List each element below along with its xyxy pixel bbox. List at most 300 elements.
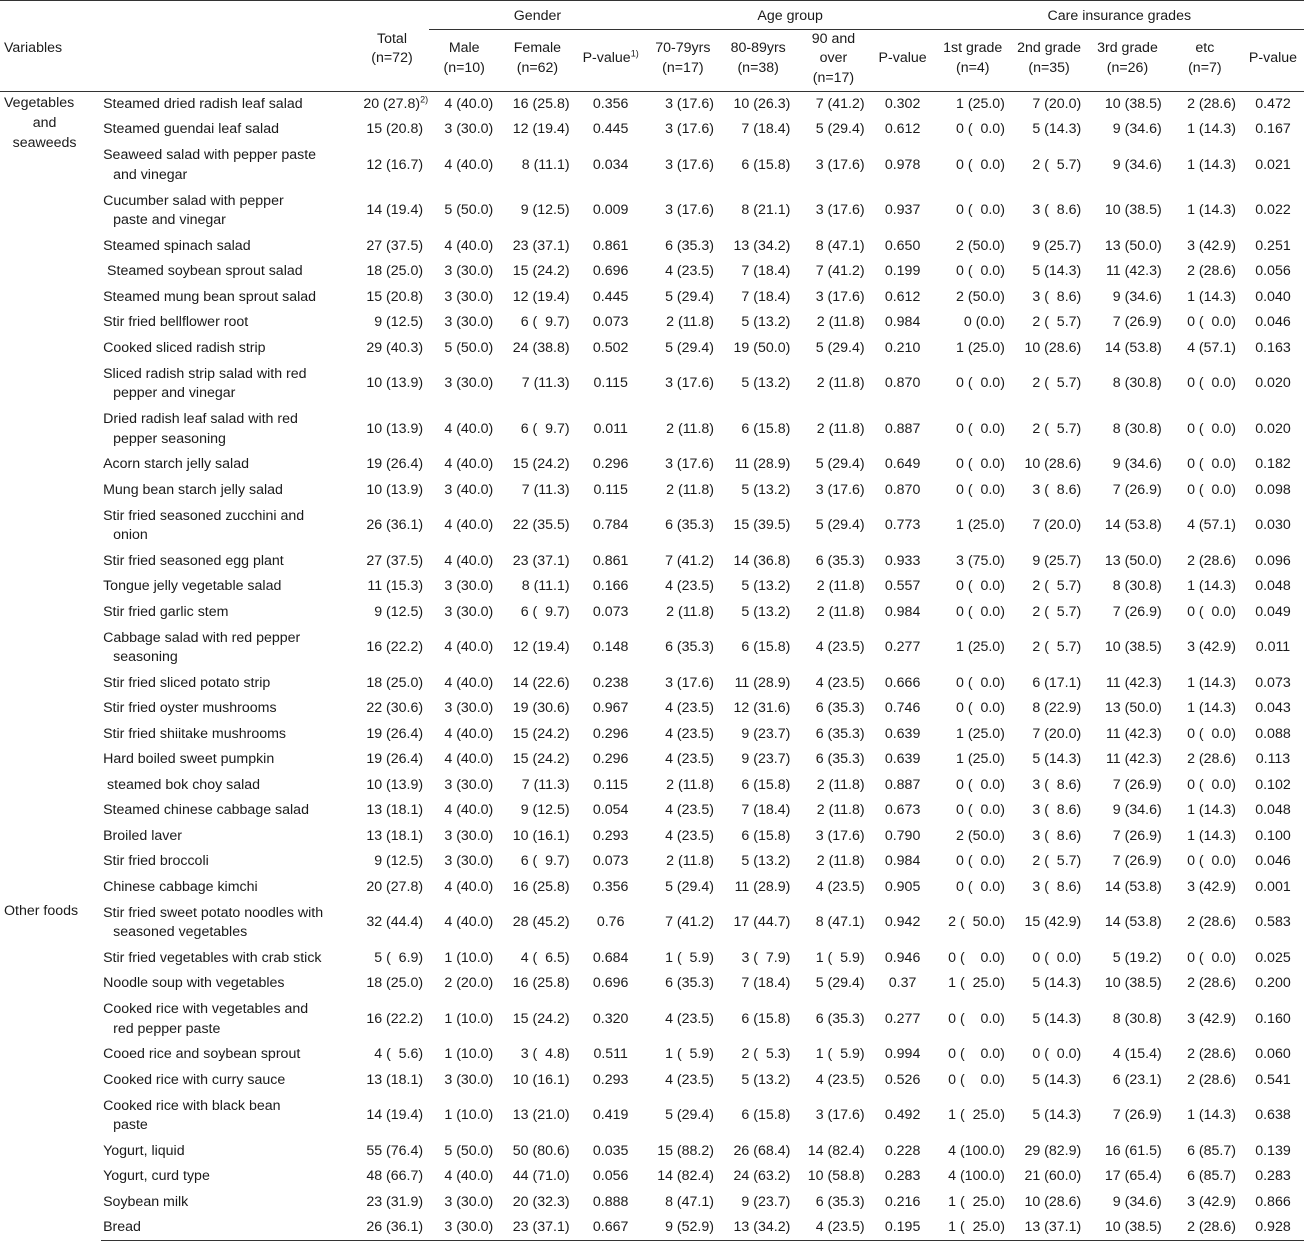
cell-total	[355, 671, 429, 697]
cell-pvalue-gender-value: 0.054	[592, 802, 629, 819]
cell-age-70-79	[646, 310, 720, 336]
cell-grade-2-value: 3 ( 8.6)	[1032, 802, 1082, 819]
cell-pvalue-age-value: 0.673	[884, 802, 921, 819]
cell-age-80-89-value: 6 (15.8)	[741, 156, 791, 173]
food-name	[101, 188, 355, 234]
cell-age-80-89-value: 6 (15.8)	[741, 776, 791, 793]
cell-age-90-over-value: 6 (35.3)	[815, 700, 865, 717]
cell-age-90-over	[796, 336, 870, 362]
table-row	[0, 503, 1304, 549]
cell-pvalue-care	[1242, 549, 1304, 575]
header-pvalue-care: P-value	[1248, 50, 1298, 67]
header-total	[355, 1, 429, 92]
cell-pvalue-care	[1242, 798, 1304, 824]
cell-female	[499, 1068, 575, 1094]
cell-pvalue-care-value: 0.541	[1255, 1071, 1291, 1088]
cell-male	[429, 285, 499, 311]
cell-pvalue-gender-value: 0.696	[592, 263, 629, 280]
cell-total	[355, 1215, 429, 1241]
category-line: seaweeds	[12, 134, 77, 151]
cell-grade-3	[1087, 875, 1167, 901]
cell-age-70-79-value: 4 (23.5)	[665, 827, 714, 844]
food-name-line: Steamed guendai leaf salad	[103, 121, 279, 138]
cell-age-70-79	[646, 1190, 720, 1216]
cell-age-90-over-value: 6 (35.3)	[815, 552, 865, 569]
cell-total	[355, 234, 429, 260]
cell-female	[499, 503, 575, 549]
cell-grade-3-value: 14 (53.8)	[1104, 517, 1162, 534]
cell-age-90-over	[796, 1190, 870, 1216]
cell-grade-2	[1011, 946, 1087, 972]
cell-age-70-79	[646, 1068, 720, 1094]
cell-pvalue-gender	[576, 574, 646, 600]
cell-total	[355, 946, 429, 972]
cell-age-90-over	[796, 600, 870, 626]
cell-grade-2-value: 10 (28.6)	[1024, 456, 1082, 473]
cell-total	[355, 747, 429, 773]
cell-grade-etc-value: 3 (42.9)	[1187, 1193, 1236, 1210]
cell-pvalue-care-value: 0.021	[1255, 156, 1291, 173]
cell-grade-3-value: 7 (26.9)	[1112, 827, 1162, 844]
cell-male-value: 3 (30.0)	[444, 121, 494, 138]
cell-pvalue-gender-value: 0.293	[592, 827, 629, 844]
cell-pvalue-age-value: 0.905	[884, 878, 921, 895]
cell-grade-etc-value: 6 (85.7)	[1187, 1142, 1236, 1159]
food-name-line-continued: and vinegar	[113, 166, 188, 183]
cell-grade-3-value: 11 (42.3)	[1105, 263, 1162, 280]
cell-grade-2	[1011, 671, 1087, 697]
cell-pvalue-gender-value: 0.115	[593, 776, 628, 793]
cell-pvalue-age	[871, 1042, 935, 1068]
cell-grade-etc	[1168, 1164, 1242, 1190]
food-name	[101, 478, 355, 504]
cell-grade-3-value: 8 (30.8)	[1112, 375, 1162, 392]
cell-age-80-89-value: 12 (31.6)	[733, 700, 791, 717]
cell-age-90-over	[796, 1093, 870, 1139]
cell-grade-2-value: 8 (22.9)	[1032, 700, 1082, 717]
cell-age-70-79	[646, 1139, 720, 1165]
cell-age-80-89-value: 5 (13.2)	[741, 481, 791, 498]
cell-pvalue-gender	[576, 1190, 646, 1216]
cell-pvalue-gender	[576, 824, 646, 850]
cell-grade-1	[935, 1042, 1011, 1068]
cell-grade-3-value: 10 (38.5)	[1104, 975, 1162, 992]
cell-pvalue-care	[1242, 310, 1304, 336]
cell-grade-etc-value: 1 (14.3)	[1187, 674, 1236, 691]
cell-pvalue-age-value: 0.790	[884, 827, 921, 844]
cell-age-70-79-value: 3 (17.6)	[665, 156, 714, 173]
header-grade-1: 1st grade (n=4)	[943, 40, 1003, 76]
table-row	[0, 1068, 1304, 1094]
cell-age-70-79	[646, 875, 720, 901]
cell-total	[355, 1190, 429, 1216]
cell-grade-2-value: 0 ( 0.0)	[1032, 1046, 1082, 1063]
cell-total	[355, 696, 429, 722]
cell-grade-1-value: 2 (50.0)	[956, 827, 1005, 844]
cell-male-value: 4 (40.0)	[444, 914, 494, 931]
cell-pvalue-care-value: 0.139	[1255, 1142, 1291, 1159]
cell-pvalue-care-value: 0.046	[1255, 314, 1291, 331]
cell-grade-2-value: 21 (60.0)	[1024, 1168, 1082, 1185]
cell-pvalue-gender-value: 0.073	[592, 603, 629, 620]
cell-female	[499, 407, 575, 453]
cell-total-value: 18 (25.0)	[366, 975, 424, 992]
cell-grade-2-value: 2 ( 5.7)	[1032, 639, 1082, 656]
cell-grade-etc	[1168, 503, 1242, 549]
header-pvalue-age: P-value	[878, 50, 927, 67]
cell-grade-3-value: 7 (26.9)	[1112, 314, 1162, 331]
food-name	[101, 310, 355, 336]
cell-age-70-79	[646, 600, 720, 626]
cell-male-value: 4 (40.0)	[444, 725, 494, 742]
table-row	[0, 696, 1304, 722]
cell-pvalue-age-value: 0.870	[884, 481, 921, 498]
cell-male	[429, 574, 499, 600]
cell-grade-1	[935, 310, 1011, 336]
cell-age-70-79	[646, 900, 720, 946]
cell-pvalue-care-value: 0.043	[1255, 700, 1291, 717]
cell-grade-3	[1087, 452, 1167, 478]
cell-male	[429, 671, 499, 697]
food-name	[101, 773, 355, 799]
cell-grade-3	[1087, 1042, 1167, 1068]
header-age-90-over: 90 and over (n=17)	[811, 30, 856, 86]
cell-age-70-79	[646, 1215, 720, 1241]
cell-grade-2-value: 7 (20.0)	[1032, 725, 1082, 742]
food-name	[101, 1164, 355, 1190]
cell-total	[355, 549, 429, 575]
food-name	[101, 503, 355, 549]
cell-pvalue-care-value: 0.060	[1255, 1046, 1291, 1063]
food-name	[101, 798, 355, 824]
cell-grade-1-value: 1 (25.0)	[956, 639, 1005, 656]
cell-age-90-over-value: 2 (11.8)	[816, 578, 865, 595]
cell-age-80-89	[720, 900, 796, 946]
cell-pvalue-age-value: 0.195	[884, 1219, 921, 1236]
cell-total	[355, 259, 429, 285]
cell-grade-2-value: 5 (14.3)	[1032, 1107, 1082, 1124]
cell-grade-1-value: 0 ( 0.0)	[956, 776, 1005, 793]
cell-female	[499, 696, 575, 722]
cell-total-value: 48 (66.7)	[366, 1168, 424, 1185]
cell-male	[429, 722, 499, 748]
cell-pvalue-gender-value: 0.445	[592, 288, 629, 305]
cell-total-value: 5 ( 6.9)	[374, 949, 424, 966]
cell-pvalue-age	[871, 92, 935, 118]
cell-grade-1	[935, 336, 1011, 362]
food-name	[101, 549, 355, 575]
header-grade-2: 2nd grade (n=35)	[1017, 40, 1082, 76]
cell-pvalue-care	[1242, 285, 1304, 311]
food-name	[101, 971, 355, 997]
cell-male-value: 3 (30.0)	[444, 1193, 494, 1210]
cell-total	[355, 478, 429, 504]
cell-pvalue-care-value: 0.163	[1255, 339, 1291, 356]
cell-age-80-89-value: 6 (15.8)	[741, 420, 791, 437]
cell-age-80-89-value: 5 (13.2)	[741, 1071, 791, 1088]
cell-female-value: 15 (24.2)	[512, 1010, 570, 1027]
table-row	[0, 997, 1304, 1043]
cell-grade-1-value: 1 ( 25.0)	[948, 1193, 1005, 1210]
cell-pvalue-gender-value: 0.296	[592, 751, 629, 768]
cell-grade-2	[1011, 549, 1087, 575]
cell-pvalue-gender-value: 0.296	[592, 456, 629, 473]
cell-age-90-over	[796, 188, 870, 234]
cell-age-80-89	[720, 1190, 796, 1216]
cell-female	[499, 234, 575, 260]
cell-pvalue-gender	[576, 773, 646, 799]
cell-age-70-79-value: 15 (88.2)	[657, 1142, 714, 1159]
cell-pvalue-age-value: 0.666	[884, 674, 921, 691]
cell-total-value: 14 (19.4)	[366, 1107, 424, 1124]
cell-age-90-over-value: 6 (35.3)	[815, 1010, 865, 1027]
cell-age-70-79-value: 6 (35.3)	[665, 517, 714, 534]
cell-age-80-89	[720, 452, 796, 478]
cell-grade-2	[1011, 92, 1087, 118]
cell-pvalue-care-value: 0.638	[1255, 1107, 1291, 1124]
cell-pvalue-care	[1242, 117, 1304, 143]
cell-grade-1-value: 1 (25.0)	[956, 339, 1005, 356]
food-name-line: Cooked rice with black bean	[103, 1097, 281, 1114]
food-name-line: Yogurt, curd type	[103, 1168, 210, 1185]
cell-pvalue-age	[871, 1068, 935, 1094]
cell-pvalue-gender	[576, 452, 646, 478]
cell-age-90-over-value: 5 (29.4)	[815, 517, 865, 534]
cell-age-90-over-value: 4 (23.5)	[815, 1219, 865, 1236]
cell-grade-1-value: 1 ( 25.0)	[948, 1219, 1005, 1236]
cell-age-70-79	[646, 117, 720, 143]
cell-female	[499, 336, 575, 362]
cell-grade-1	[935, 773, 1011, 799]
cell-female-value: 16 (25.8)	[512, 975, 570, 992]
cell-grade-etc-value: 1 (14.3)	[1187, 1107, 1236, 1124]
cell-male-value: 1 (10.0)	[444, 1010, 494, 1027]
cell-pvalue-age	[871, 696, 935, 722]
cell-male	[429, 549, 499, 575]
cell-age-70-79-value: 2 (11.8)	[666, 776, 714, 793]
cell-age-90-over	[796, 117, 870, 143]
cell-pvalue-age	[871, 285, 935, 311]
cell-age-80-89	[720, 798, 796, 824]
cell-grade-1	[935, 92, 1011, 118]
cell-male	[429, 1215, 499, 1241]
cell-pvalue-gender-value: 0.320	[592, 1010, 629, 1027]
food-name-line: Stir fried garlic stem	[103, 603, 229, 620]
food-name-line: steamed bok choy salad	[103, 776, 261, 793]
cell-age-70-79-value: 5 (29.4)	[665, 339, 714, 356]
cell-female-value: 3 ( 4.8)	[520, 1046, 570, 1063]
cell-grade-etc	[1168, 336, 1242, 362]
cell-pvalue-care	[1242, 452, 1304, 478]
cell-grade-3	[1087, 336, 1167, 362]
cell-pvalue-care	[1242, 875, 1304, 901]
cell-grade-1-value: 0 ( 0.0)	[956, 263, 1005, 280]
cell-female	[499, 722, 575, 748]
cell-age-80-89-value: 24 (63.2)	[733, 1168, 791, 1185]
cell-age-90-over-value: 10 (58.8)	[807, 1168, 865, 1185]
cell-grade-etc	[1168, 600, 1242, 626]
cell-male-value: 3 (30.0)	[444, 700, 494, 717]
cell-pvalue-gender	[576, 407, 646, 453]
cell-female	[499, 671, 575, 697]
cell-pvalue-gender-value: 0.115	[593, 481, 628, 498]
cell-male	[429, 600, 499, 626]
cell-grade-3	[1087, 407, 1167, 453]
cell-total-value: 26 (36.1)	[366, 1219, 424, 1236]
cell-grade-2-value: 2 ( 5.7)	[1032, 578, 1082, 595]
cell-age-80-89	[720, 1093, 796, 1139]
cell-pvalue-care	[1242, 407, 1304, 453]
cell-total-value: 23 (31.9)	[366, 1193, 424, 1210]
cell-pvalue-gender	[576, 1042, 646, 1068]
cell-age-80-89	[720, 361, 796, 407]
cell-female	[499, 188, 575, 234]
cell-pvalue-care-value: 0.866	[1255, 1193, 1291, 1210]
cell-pvalue-care	[1242, 336, 1304, 362]
cell-grade-1	[935, 259, 1011, 285]
cell-age-70-79	[646, 478, 720, 504]
cell-pvalue-age-value: 0.302	[884, 96, 921, 113]
cell-pvalue-age-value: 0.639	[884, 751, 921, 768]
cell-female	[499, 1190, 575, 1216]
cell-age-80-89	[720, 946, 796, 972]
food-name-line: Steamed spinach salad	[103, 237, 251, 254]
cell-grade-1-value: 1 (25.0)	[956, 517, 1005, 534]
cell-grade-etc	[1168, 452, 1242, 478]
cell-grade-etc	[1168, 259, 1242, 285]
cell-age-80-89	[720, 285, 796, 311]
cell-pvalue-gender-value: 0.035	[592, 1142, 629, 1159]
cell-male-value: 3 (30.0)	[444, 375, 494, 392]
cell-pvalue-age	[871, 798, 935, 824]
cell-grade-etc-value: 2 (28.6)	[1187, 263, 1236, 280]
cell-total-value: 18 (25.0)	[366, 263, 424, 280]
cell-pvalue-age-value: 0.492	[884, 1107, 921, 1124]
cell-grade-etc-value: 4 (57.1)	[1187, 339, 1236, 356]
cell-grade-2	[1011, 503, 1087, 549]
cell-grade-etc	[1168, 478, 1242, 504]
cell-female	[499, 574, 575, 600]
cell-female-value: 4 ( 6.5)	[520, 949, 570, 966]
food-name	[101, 671, 355, 697]
table-row	[0, 722, 1304, 748]
cell-age-70-79	[646, 971, 720, 997]
cell-male-value: 3 (30.0)	[444, 263, 494, 280]
cell-grade-1	[935, 1215, 1011, 1241]
cell-total-value: 16 (22.2)	[366, 639, 424, 656]
cell-age-70-79-value: 3 (17.6)	[665, 674, 714, 691]
cell-pvalue-care-value: 0.283	[1255, 1168, 1291, 1185]
cell-grade-2	[1011, 361, 1087, 407]
cell-female-value: 6 ( 9.7)	[520, 603, 570, 620]
cell-grade-etc-value: 2 (28.6)	[1187, 751, 1236, 768]
cell-age-90-over-value: 7 (41.2)	[815, 263, 865, 280]
cell-age-90-over	[796, 900, 870, 946]
cell-age-90-over-value: 2 (11.8)	[816, 776, 865, 793]
cell-grade-etc-value: 2 (28.6)	[1187, 1046, 1236, 1063]
header-row-groups	[0, 1, 1304, 30]
food-name	[101, 1139, 355, 1165]
cell-grade-2-value: 29 (82.9)	[1024, 1142, 1082, 1159]
cell-pvalue-care	[1242, 946, 1304, 972]
cell-age-70-79	[646, 625, 720, 671]
cell-grade-etc	[1168, 946, 1242, 972]
cell-grade-1-value: 0 ( 0.0)	[956, 121, 1005, 138]
food-name-line-continued: paste and vinegar	[113, 212, 226, 229]
cell-pvalue-gender-value: 0.148	[592, 639, 629, 656]
cell-grade-etc-value: 3 (42.9)	[1187, 878, 1236, 895]
cell-grade-3	[1087, 574, 1167, 600]
cell-pvalue-gender-value: 0.502	[592, 339, 629, 356]
cell-age-80-89	[720, 188, 796, 234]
cell-grade-2-value: 2 ( 5.7)	[1032, 314, 1082, 331]
cell-age-70-79	[646, 259, 720, 285]
cell-pvalue-age	[871, 143, 935, 189]
cell-male	[429, 946, 499, 972]
cell-total	[355, 188, 429, 234]
cell-age-70-79	[646, 722, 720, 748]
cell-pvalue-gender	[576, 1139, 646, 1165]
cell-pvalue-age	[871, 407, 935, 453]
cell-age-90-over	[796, 259, 870, 285]
cell-male-value: 3 (30.0)	[444, 853, 494, 870]
cell-grade-etc-value: 3 (42.9)	[1187, 639, 1236, 656]
cell-pvalue-care-value: 0.088	[1255, 725, 1291, 742]
cell-age-70-79	[646, 1164, 720, 1190]
cell-age-90-over-value: 1 ( 5.9)	[815, 949, 865, 966]
cell-pvalue-gender	[576, 600, 646, 626]
cell-pvalue-gender	[576, 696, 646, 722]
cell-age-90-over	[796, 549, 870, 575]
table-row	[0, 407, 1304, 453]
cell-female-value: 10 (16.1)	[512, 1071, 570, 1088]
cell-pvalue-age-value: 0.994	[884, 1046, 921, 1063]
cell-age-70-79	[646, 1093, 720, 1139]
cell-total	[355, 285, 429, 311]
cell-total	[355, 900, 429, 946]
cell-grade-3-value: 8 (30.8)	[1112, 1010, 1162, 1027]
cell-grade-3-value: 11 (42.3)	[1105, 674, 1162, 691]
table-row	[0, 875, 1304, 901]
cell-pvalue-care-value: 0.048	[1255, 578, 1291, 595]
cell-grade-1-value: 0 ( 0.0)	[956, 878, 1005, 895]
cell-total	[355, 143, 429, 189]
cell-pvalue-gender	[576, 285, 646, 311]
cell-male	[429, 117, 499, 143]
cell-grade-etc	[1168, 574, 1242, 600]
cell-total-value: 4 ( 5.6)	[374, 1046, 424, 1063]
cell-age-80-89-value: 8 (21.1)	[741, 202, 791, 219]
cell-total-value: 12 (16.7)	[366, 156, 424, 173]
cell-age-70-79-value: 4 (23.5)	[665, 578, 714, 595]
total-n: (n=72)	[371, 50, 413, 67]
table-row	[0, 234, 1304, 260]
food-name-line: Steamed soybean sprout salad	[103, 263, 303, 280]
cell-total-value: 18 (25.0)	[366, 674, 424, 691]
cell-pvalue-gender	[576, 92, 646, 118]
cell-pvalue-care	[1242, 574, 1304, 600]
cell-male-value: 4 (40.0)	[444, 420, 494, 437]
cell-grade-3	[1087, 625, 1167, 671]
cell-total	[355, 1139, 429, 1165]
cell-grade-etc	[1168, 798, 1242, 824]
cell-male	[429, 234, 499, 260]
food-name-line: Mung bean starch jelly salad	[103, 481, 283, 498]
cell-age-80-89-value: 11 (28.9)	[734, 456, 791, 473]
header-male: Male (n=10)	[443, 40, 485, 76]
cell-total	[355, 875, 429, 901]
cell-pvalue-gender-value: 0.009	[592, 202, 629, 219]
